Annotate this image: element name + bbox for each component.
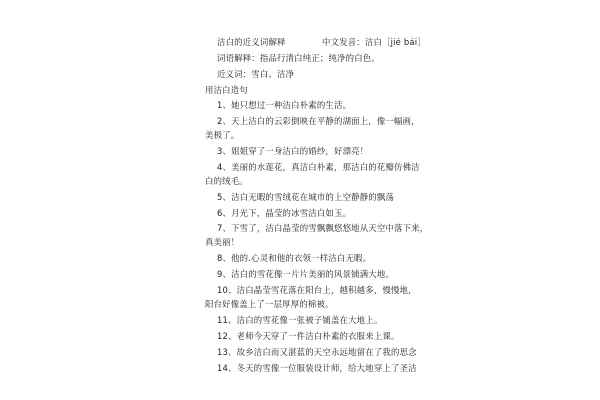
sentence-10: 10、洁白晶莹雪花落在阳台上，越积越多，慢慢地， [217,285,417,295]
sentence-9: 9、洁白的雪花像一片片美丽的风景铺满大地。 [217,269,395,279]
sentence-11: 11、洁白的雪花像一张被子铺盖在大地上。 [217,315,383,325]
sentence-12: 12、老师今天穿了一件洁白朴素的衣服来上课。 [217,331,400,341]
synonyms: 近义词：雪白、洁净 [217,69,295,79]
sentence-1: 1、她只想过一种洁白朴素的生活。 [217,100,352,110]
sentence-8: 8、他的.心灵和他的衣领一样洁白无暇。 [217,253,372,263]
sentence-6: 6、月光下，晶莹的冰雪洁白如玉。 [217,208,352,218]
sentence-10-cont: 阳台好像盖上了一层厚厚的棉被。 [205,299,334,309]
sentence-4: 4、美丽的水莲花，真洁白朴素，那洁白的花瓣仿佛洁 [217,162,420,172]
sentence-14: 14、冬天的雪像一位服装设计师，给大地穿上了圣洁 [217,363,417,373]
definition: 词语解释：指品行清白纯正；纯净的白色。 [217,53,380,63]
sentence-2-cont: 美极了。 [205,130,240,140]
section-heading: 用洁白造句 [205,85,248,95]
sentence-2: 2、天上洁白的云彩倒映在平静的湖面上，像一幅画， [217,116,420,126]
sentence-7-cont: 真美丽！ [205,237,240,247]
sentence-5: 5、洁白无暇的雪绒花在城市的上空静静的飘荡 [217,192,395,202]
pronunciation: 中文发音：洁白［jié bái］ [322,37,426,47]
sentence-4-cont: 白的绒毛。 [205,176,248,186]
sentence-3: 3、姐姐穿了一身洁白的婚纱，好漂亮！ [217,146,369,156]
sentence-13: 13、故乡洁白而又湛蓝的天空永远地留在了我的思念 [217,347,417,357]
document-title: 洁白的近义词解释 [217,37,286,47]
sentence-7: 7、下雪了，洁白晶莹的雪飘飘悠悠地从天空中落下来， [217,223,429,233]
